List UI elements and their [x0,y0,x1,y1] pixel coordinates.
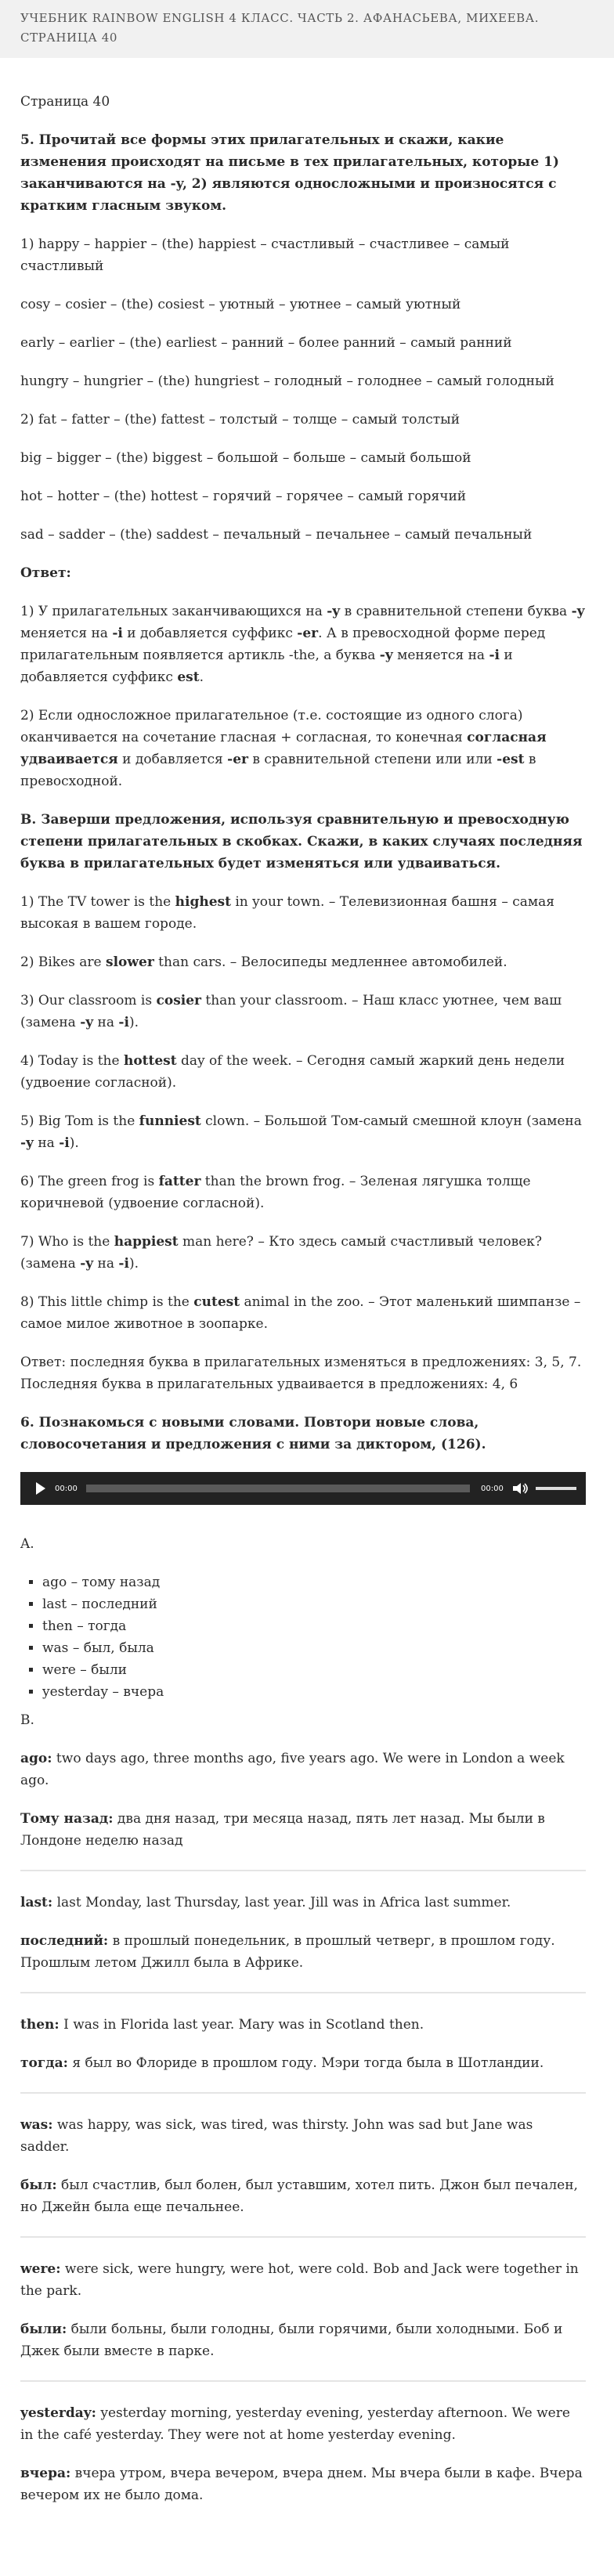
ru-sentence [20,2318,586,2362]
text: . [199,669,204,685]
term-label: last: [20,1895,53,1910]
text: на [33,1135,60,1151]
bold-text: happiest [114,1234,179,1250]
term-label: were: [20,2261,61,2277]
word-block-were [20,2258,586,2382]
ru-sentence [20,2174,586,2218]
exb-item [20,1231,586,1275]
exercise-6-heading: 6. Познакомься с новыми словами. Повтори новые слова, словосочетания и предложения с ними за диктором, (126). [20,1415,486,1452]
ru-sentence [20,2462,586,2506]
list-item: ▪ then – тогда [42,1615,586,1637]
text: were sick, were hungry, were hot, were cold. Bob and Jack were together in the park. [20,2261,579,2299]
text: man here? – Кто здесь самый счастливый человек? (замена [20,1234,543,1272]
word-block-yesterday [20,2402,586,2524]
text: и добавляется [117,752,228,767]
ex5-line: early – earlier – (the) earliest – ранний – более ранний – самый ранний [20,335,512,351]
exb-item [20,951,586,973]
en-sentence [20,1748,586,1791]
text: . А в превосходной форме перед прилагательным появляется артикль -the, а буква [20,626,546,663]
text: ). [128,1256,139,1272]
text: than your classroom. – Наш класс уютнее, чем ваш (замена [20,993,562,1030]
exb-item [20,1050,586,1094]
en-sentence [20,1892,586,1914]
current-time: 00:00 [55,1484,78,1493]
ex5-line: hungry – hungrier – (the) hungriest – голодный – голоднее – самый голодный [20,373,554,389]
bold-text: -i [489,648,500,663]
page-header [0,0,614,58]
ru-sentence [20,2052,586,2074]
text: yesterday morning, yesterday evening, yesterday afternoon. We were in the café yesterday. They were not at home yesterday evening. [20,2405,570,2443]
term-label: были: [20,2322,67,2337]
text: than the brown frog. – Зеленая лягушка толще коричневой (удвоение согласной). [20,1174,531,1211]
bold-text: est [177,669,200,685]
text: 8) This little chimp is the [20,1294,194,1310]
term-label: тогда: [20,2055,68,2071]
progress-bar[interactable] [86,1485,470,1492]
term-label: был: [20,2177,57,2193]
bold-text: -y [327,604,341,619]
article-content [0,58,614,2576]
text: animal in the zoo. – Этот маленький шимпанзе – самое милое животное в зоопарке. [20,1294,581,1332]
bold-text: -est [497,752,525,767]
audio-player [20,1472,586,1505]
bold-text: highest [175,894,231,910]
text: были больны, были голодны, были горячими, были холодными. Боб и Джек были вместе в парке. [20,2322,563,2359]
list-item: ▪ ago – тому назад [42,1571,586,1593]
text: на [93,1256,119,1272]
text: in your town. – Телевизионная башня – самая высокая в вашем городе. [20,894,554,932]
exercise-5-heading: 5. Прочитай все формы этих прилагательных и скажи, какие изменения происходят на письме в тех прилагательных, которые 1) заканчиваются на -y, 2) являются односложными и произносятся с кратким гласным звуком. [20,132,559,214]
ru-sentence [20,1930,586,1974]
exb-item [20,891,586,935]
exb-answer: Ответ: последняя буква в прилагательных изменяться в предложениях: 3, 5, 7. Последняя буква в прилагательных удваивается в предложениях: 4, 6 [20,1355,582,1392]
text: 7) Who is the [20,1234,114,1250]
text: на [93,1015,119,1030]
text: two days ago, three months ago, five years ago. We were in London a week ago. [20,1751,565,1788]
exb-item [20,1171,586,1214]
page-label: Страница 40 [20,94,110,110]
text: day of the week. – Сегодня самый жаркий день недели (удвоение согласной). [20,1053,565,1091]
text: в сравнительной степени буква [340,604,572,619]
page-title: УЧЕБНИК RAINBOW ENGLISH 4 КЛАСС. ЧАСТЬ 2. АФАНАСЬЕВА, МИХЕЕВА. СТРАНИЦА 40 [20,11,540,45]
en-sentence [20,2114,586,2158]
list-item: ▪ last – последний [42,1593,586,1615]
bold-text: -y [20,1135,34,1151]
bold-text: funniest [139,1113,201,1129]
section-a-label: A. [20,1536,34,1552]
list-item: ▪ yesterday – вчера [42,1681,586,1703]
duration-time: 00:00 [481,1484,504,1493]
exercise-b-heading: B. Заверши предложения, используя сравнительную и превосходную степени прилагательных в скобках. Скажи, в каких случаях последняя буква в прилагательных будет изменяться или удваиваться. [20,812,583,871]
ru-sentence [20,1808,586,1852]
text: я был во Флориде в прошлом году. Мэри тогда была в Шотландии. [67,2055,544,2071]
text: 4) Today is the [20,1053,124,1069]
text: 6) The green frog is [20,1174,159,1189]
text: 2) Если односложное прилагательное (т.е. состоящие из одного слога) оканчивается на сочетание гласная + согласная, то конечная [20,708,523,745]
bold-text: fatter [158,1174,201,1189]
bold-text: -i [118,1015,129,1030]
en-sentence [20,2014,586,2036]
list-item: ▪ was – был, была [42,1637,586,1659]
text: was happy, was sick, was tired, was thirsty. John was sad but Jane was sadder. [20,2117,533,2155]
answer-label: Ответ: [20,565,71,581]
text: меняется на [20,626,113,641]
bold-text: hottest [123,1053,177,1069]
term-label: последний: [20,1933,109,1949]
text: меняется на [392,648,489,663]
text: и добавляется суффикс [20,648,513,685]
bold-text: -y [379,648,393,663]
text: был счастлив, был болен, был уставшим, хотел пить. Джон был печален, но Джейн была еще печальнее. [20,2177,578,2215]
volume-icon[interactable] [512,1482,529,1495]
text: вчера утром, вчера вечером, вчера днем. Мы вчера были в кафе. Вчера вечером их не было дома. [20,2466,583,2503]
play-button[interactable] [36,1482,45,1495]
list-item: ▪ were – были [42,1659,586,1681]
word-block-ago [20,1748,586,1871]
bold-text: согласная удваивается [20,730,547,767]
ex5-line: sad – sadder – (the) saddest – печальный – печальнее – самый печальный [20,527,533,543]
term-label: ago: [20,1751,52,1766]
text: 5) Big Tom is the [20,1113,139,1129]
bold-text: -er [297,626,319,641]
text: два дня назад, три месяца назад, пять лет назад. Мы были в Лондоне неделю назад [20,1811,545,1849]
bold-text: -er [227,752,248,767]
word-block-last [20,1892,586,1993]
text: last Monday, last Thursday, last year. Jill was in Africa last summer. [52,1895,511,1910]
bold-text: -y [571,604,585,619]
text: 3) Our classroom is [20,993,157,1008]
exb-item [20,1110,586,1154]
term-label: Тому назад: [20,1811,114,1827]
exb-item [20,1291,586,1335]
word-block-was [20,2114,586,2238]
ex5-line: 2) fat – fatter – (the) fattest – толстый – толще – самый толстый [20,412,460,428]
term-label: вчера: [20,2466,71,2481]
term-label: yesterday: [20,2405,96,2421]
word-block-then [20,2014,586,2094]
bold-text: cutest [193,1294,240,1310]
bold-text: -i [118,1256,129,1272]
text: 1) The TV tower is the [20,894,175,910]
text: в сравнительной степени или или [248,752,497,767]
text: в превосходной. [20,752,536,789]
text: ). [128,1015,139,1030]
text: than cars. – Велосипеды медленнее автомобилей. [154,954,507,970]
ex5-line: big – bigger – (the) biggest – большой – больше – самый большой [20,450,471,466]
exb-item [20,990,586,1034]
text: ). [69,1135,79,1151]
ex5-answer-2 [20,705,586,792]
bold-text: -y [80,1256,94,1272]
text: 2) Bikes are [20,954,106,970]
text: в прошлый понедельник, в прошлый четверг, в прошлом году. Прошлым летом Джилл была в Африке. [20,1933,555,1971]
bold-text: -y [80,1015,94,1030]
bold-text: cosier [156,993,201,1008]
en-sentence [20,2258,586,2302]
ex5-line: cosy – cosier – (the) cosiest – уютный – уютнее – самый уютный [20,297,461,312]
text: clown. – Большой Том-самый смешной клоун (замена [200,1113,582,1129]
en-sentence [20,2402,586,2446]
text: 1) У прилагательных заканчивающихся на [20,604,327,619]
bold-text: -i [112,626,123,641]
text: и добавляется суффикс [122,626,298,641]
word-list [20,1571,586,1703]
term-label: was: [20,2117,53,2133]
bold-text: slower [106,954,154,970]
ex5-line: hot – hotter – (the) hottest – горячий – горячее – самый горячий [20,489,467,504]
text: I was in Florida last year. Mary was in Scotland then. [59,2017,424,2033]
section-b-label: B. [20,1712,34,1728]
ex5-answer-1 [20,601,586,688]
ex5-line: 1) happy – happier – (the) happiest – счастливый – счастливее – самый счастливый [20,236,510,274]
bold-text: -i [59,1135,70,1151]
volume-slider[interactable] [536,1487,576,1490]
term-label: then: [20,2017,60,2033]
